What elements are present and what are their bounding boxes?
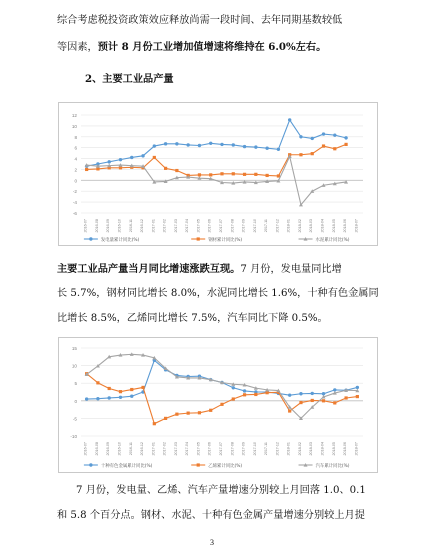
chart0-data-point xyxy=(333,133,336,136)
chart0-y-tick-label: -6 xyxy=(72,211,77,216)
chart1-data-point xyxy=(198,411,201,414)
para1-line1: 综合考虑税投资政策效应释放尚需一段时间、去年同期基数较低 xyxy=(57,15,343,26)
chart1-data-point xyxy=(187,412,190,415)
chart1-x-tick-label: 2017-07 xyxy=(219,442,223,456)
chart-metals-ethylene-auto-svg xyxy=(59,338,377,472)
chart1-data-point xyxy=(209,409,212,412)
chart1-data-point xyxy=(153,422,156,425)
chart0-x-tick-label: 2017-10 xyxy=(252,219,257,233)
chart1-data-point xyxy=(175,413,178,416)
chart1-series-2 xyxy=(85,352,360,420)
para3-line1: 7 月份，发电量、乙烯、汽车产量增速分别较上月回落 1.0、0.1 xyxy=(76,485,366,496)
chart1-data-point xyxy=(311,392,314,395)
chart0-data-point xyxy=(277,174,280,177)
chart1-x-tick-label: 2018-05 xyxy=(331,442,336,456)
chart1-data-point xyxy=(288,393,291,396)
chart0-data-point xyxy=(96,167,99,170)
chart-energy-materials-svg xyxy=(59,103,377,245)
chart0-x-tick-label: 2018-04 xyxy=(320,219,325,233)
chart0-data-point xyxy=(311,152,314,155)
chart0-data-point xyxy=(209,173,212,176)
chart0-data-point xyxy=(130,156,133,159)
chart1-data-point xyxy=(96,397,99,400)
chart0-data-point xyxy=(254,173,257,176)
chart1-x-tick-label: 2017-05 xyxy=(196,442,201,456)
chart0-series-line xyxy=(87,144,346,176)
chart0-y-tick-label: 8 xyxy=(74,134,77,140)
chart1-x-tick-label: 2018-02 xyxy=(297,442,302,456)
chart0-data-point xyxy=(198,173,201,176)
chart1-x-tick-label: 2017-02 xyxy=(162,442,167,456)
chart1-data-point xyxy=(164,417,167,420)
chart0-x-tick-label: 2017-12 xyxy=(275,219,280,233)
chart0-x-tick-label: 2017-08 xyxy=(230,219,235,233)
chart0-data-point xyxy=(254,145,257,148)
chart1-x-tick-label: 2018-01 xyxy=(286,442,291,456)
chart0-y-tick-label: -2 xyxy=(72,189,77,195)
chart0-y-tick-label: 4 xyxy=(74,156,77,162)
chart0-x-tick-label: 2016-12 xyxy=(140,219,145,233)
chart1-x-tick-label: 2017-03 xyxy=(173,442,178,456)
chart0-x-tick-label: 2018-05 xyxy=(331,219,336,233)
chart0-x-tick-label: 2017-05 xyxy=(196,219,201,233)
chart0-data-point xyxy=(277,148,280,151)
chart1-data-point xyxy=(232,386,235,389)
chart0-data-point xyxy=(198,144,201,147)
chart1-x-tick-label: 2018-06 xyxy=(343,442,348,456)
chart1-data-point xyxy=(333,401,336,404)
chart0-x-tick-label: 2017-03 xyxy=(173,219,178,233)
chart0-x-tick-label: 2018-07 xyxy=(354,219,359,233)
chart0-x-tick-label: 2017-09 xyxy=(241,219,246,233)
chart0-data-point xyxy=(209,142,212,145)
chart1-x-tick-label: 2016-09 xyxy=(106,442,111,456)
chart0-y-tick-label: 6 xyxy=(74,145,77,151)
chart0-data-point xyxy=(311,137,314,140)
chart1-x-tick-label: 2016-12 xyxy=(140,442,145,456)
chart0-y-tick-label: 0 xyxy=(74,178,77,184)
chart1-data-point xyxy=(141,386,144,389)
chart0-legend-marker xyxy=(89,237,92,240)
chart1-data-point xyxy=(322,399,325,402)
chart0-x-tick-label: 2016-08 xyxy=(94,219,99,233)
chart1-series-line xyxy=(87,360,358,399)
chart0-legend-marker xyxy=(197,237,200,240)
chart1-y-tick-label: 10 xyxy=(71,363,77,369)
chart0-x-tick-label: 2018-06 xyxy=(343,219,348,233)
para1-normal: 等因素， xyxy=(57,42,98,53)
chart0-data-point xyxy=(119,158,122,161)
chart1-x-tick-label: 2017-10 xyxy=(252,442,257,456)
chart0-data-point xyxy=(220,172,223,175)
chart0-x-tick-label: 2017-04 xyxy=(185,219,190,233)
para3-line2: 和 5.8 个百分点。钢材、水泥、十种有色金属产量增速分别较上月提 xyxy=(57,510,365,521)
chart1-x-tick-label: 2017-04 xyxy=(185,442,190,456)
chart1-data-point xyxy=(299,392,302,395)
chart1-data-point xyxy=(220,403,223,406)
chart0-x-tick-label: 2017-11 xyxy=(264,219,269,233)
chart1-data-point xyxy=(344,396,347,399)
chart0-data-point xyxy=(333,147,336,150)
chart0-data-point xyxy=(175,142,178,145)
chart0-legend-label: 水泥累计同比(%) xyxy=(315,237,350,243)
chart1-y-tick-label: 5 xyxy=(74,381,77,387)
chart1-y-tick-label: 0 xyxy=(74,398,77,404)
chart0-y-tick-label: 12 xyxy=(71,113,77,118)
chart1-x-tick-label: 2018-04 xyxy=(320,442,325,456)
chart-metals-ethylene-auto xyxy=(58,337,378,473)
chart1-legend-marker xyxy=(197,463,200,466)
chart0-x-tick-label: 2017-06 xyxy=(207,219,212,233)
chart1-x-tick-label: 2017-09 xyxy=(241,442,246,456)
chart0-y-tick-label: -4 xyxy=(72,200,77,206)
chart0-data-point xyxy=(288,118,291,121)
chart1-data-point xyxy=(232,397,235,400)
chart1-x-tick-label: 2017-08 xyxy=(230,442,235,456)
chart1-x-tick-label: 2016-08 xyxy=(94,442,99,456)
chart1-data-point xyxy=(119,396,122,399)
chart1-legend-label: 汽车累计同比(%) xyxy=(315,463,350,469)
chart0-data-point xyxy=(266,174,269,177)
chart0-x-tick-label: 2017-02 xyxy=(162,219,167,233)
chart0-data-point xyxy=(232,143,235,146)
chart0-x-tick-label: 2018-01 xyxy=(286,219,291,233)
para2-line2: 长 5.7%，钢材同比增长 8.0%，水泥同比增长 1.6%，十种有色金属同 xyxy=(57,288,379,299)
chart1-series-1 xyxy=(85,372,359,425)
chart1-series-line xyxy=(87,354,358,418)
chart0-legend-label: 发电量累计同比(%) xyxy=(100,237,140,243)
chart0-data-point xyxy=(220,143,223,146)
chart0-data-point xyxy=(344,143,347,146)
para2-normal: 7 月份，发电量同比增 xyxy=(240,264,342,275)
chart1-data-point xyxy=(299,401,302,404)
chart0-data-point xyxy=(186,143,189,146)
chart0-data-point xyxy=(153,156,156,159)
chart1-y-tick-label: -10 xyxy=(70,434,77,439)
chart1-data-point xyxy=(130,395,133,398)
chart0-x-tick-label: 2016-11 xyxy=(128,219,133,233)
para2-line3: 比增长 8.5%，乙烯同比增长 7.5%，汽车同比下降 0.5%。 xyxy=(57,313,328,324)
chart1-data-point xyxy=(96,381,99,384)
chart1-data-point xyxy=(243,389,246,392)
section-heading: 2、主要工业品产量 xyxy=(85,73,174,85)
chart1-data-point xyxy=(243,393,246,396)
chart0-data-point xyxy=(85,168,88,171)
chart0-data-point xyxy=(299,153,302,156)
chart1-x-tick-label: 2017-12 xyxy=(275,442,280,456)
chart0-x-tick-label: 2016-10 xyxy=(117,219,122,233)
chart0-data-point xyxy=(153,144,156,147)
chart1-series-0 xyxy=(85,359,359,401)
chart0-data-point xyxy=(322,132,325,135)
chart0-data-point xyxy=(141,154,144,157)
chart0-x-tick-label: 2018-03 xyxy=(309,218,314,233)
chart1-legend-label: 乙烯累计同比(%) xyxy=(208,463,243,469)
chart0-x-tick-label: 2016-07 xyxy=(83,219,88,233)
chart0-series-1 xyxy=(85,143,348,178)
chart0-data-point xyxy=(243,145,246,148)
chart1-y-tick-label: -5 xyxy=(72,416,77,422)
chart1-data-point xyxy=(108,396,111,399)
chart0-data-point xyxy=(119,166,122,169)
chart1-x-tick-label: 2016-11 xyxy=(128,442,133,456)
chart0-y-tick-label: 10 xyxy=(71,123,77,129)
chart0-x-tick-label: 2018-02 xyxy=(297,219,302,233)
chart1-data-point xyxy=(288,409,291,412)
chart0-data-point xyxy=(232,172,235,175)
chart1-legend-label: 十种有色金属累计同比(%) xyxy=(100,463,153,469)
para1-line2 xyxy=(57,37,326,58)
chart0-x-tick-label: 2017-07 xyxy=(219,219,223,233)
chart1-y-tick-label: 15 xyxy=(71,346,77,351)
chart1-data-point xyxy=(130,388,133,391)
chart1-x-tick-label: 2016-07 xyxy=(83,442,88,456)
chart1-data-point xyxy=(119,390,122,393)
chart1-data-point xyxy=(254,393,257,396)
chart1-data-point xyxy=(266,391,269,394)
chart0-x-tick-label: 2017-01 xyxy=(151,219,156,233)
chart0-data-point xyxy=(322,144,325,147)
chart1-data-point xyxy=(85,397,88,400)
chart0-data-point xyxy=(299,135,302,138)
chart1-data-point xyxy=(311,399,314,402)
para1-bold-conclusion: 预计 8 月份工业增加值增速将维持在 6.0%左右。 xyxy=(97,41,327,53)
chart0-data-point xyxy=(164,142,167,145)
chart0-y-tick-label: 2 xyxy=(74,167,77,173)
chart0-legend-label: 钢材累计同比(%) xyxy=(208,237,243,243)
chart0-data-point xyxy=(243,173,246,176)
chart1-x-tick-label: 2018-07 xyxy=(354,442,359,456)
chart-energy-materials xyxy=(58,102,378,246)
chart1-x-tick-label: 2018-03 xyxy=(309,442,314,456)
page-number: 3 xyxy=(210,538,214,547)
chart1-x-tick-label: 2017-01 xyxy=(151,442,156,456)
chart0-data-point xyxy=(344,136,347,139)
chart0-data-point xyxy=(164,167,167,170)
chart1-data-point xyxy=(356,395,359,398)
chart0-data-point xyxy=(265,147,268,150)
para2-line1 xyxy=(57,259,342,280)
chart0-series-line xyxy=(87,120,346,166)
chart0-data-point xyxy=(175,169,178,172)
para2-bold-lead: 主要工业品产量当月同比增速涨跌互现。 xyxy=(57,263,241,275)
chart1-x-tick-label: 2017-06 xyxy=(207,442,212,456)
chart0-data-point xyxy=(108,160,111,163)
chart1-x-tick-label: 2016-10 xyxy=(117,442,122,456)
chart1-x-tick-label: 2017-11 xyxy=(264,442,269,456)
chart0-x-tick-label: 2016-09 xyxy=(106,219,111,233)
chart1-data-point xyxy=(108,387,111,390)
chart1-legend-marker xyxy=(89,463,92,466)
